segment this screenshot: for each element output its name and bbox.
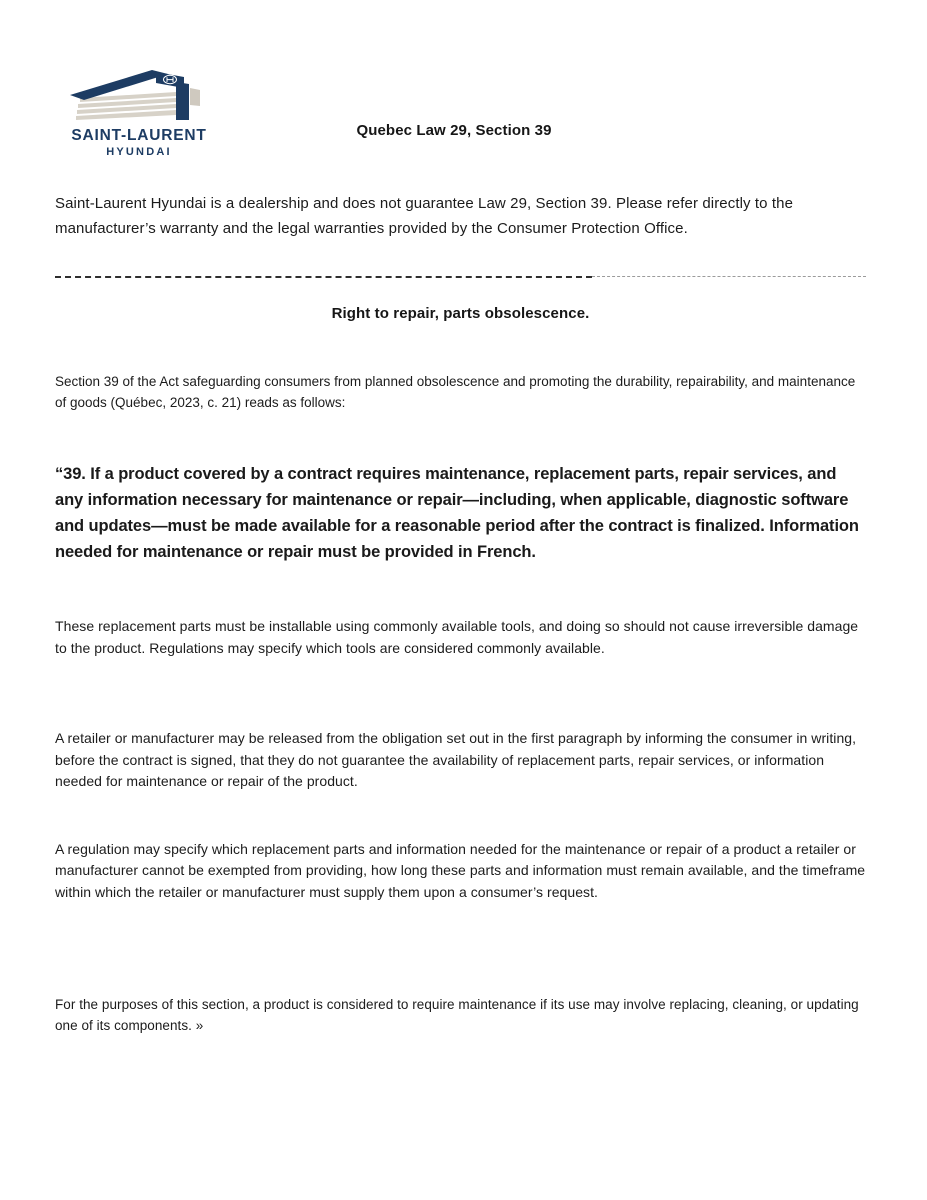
law-quote-paragraph-3: A retailer or manufacturer may be released from the obligation set out in the first paragraph by informing the consumer in writing, before the contract is signed, that they do not guarantee the availability of replacement parts, repair services, or information needed for maintenance or repair of the product. (55, 730, 857, 789)
law-quote-lead-paragraph: “39. If a product covered by a contract requires maintenance, replacement parts, repair services, and any information necessary for maintenance or repair—including, when applicable, diagnostic software and updates—must be made available for a reasonable period after the contract is finalized. Information needed for maintenance or repair must be provided in French. (55, 465, 859, 561)
document-body (55, 191, 866, 1036)
act-preamble-paragraph: Section 39 of the Act safeguarding consumers from planned obsolescence and promoting the durability, repairability, and maintenance of goods (Québec, 2023, c. 21) reads as follows: (55, 374, 856, 410)
dealership-logo (63, 64, 215, 158)
brand-subname: HYUNDAI (106, 146, 172, 158)
law-quote-paragraph-2: These replacement parts must be installable using commonly available tools, and doing so should not cause irreversible damage to the product. Regulations may specify which tools are considered commonly available. (55, 618, 859, 656)
document-title: Quebec Law 29, Section 39 (356, 122, 552, 139)
dashed-divider-bold-segment (55, 276, 592, 278)
brand-name: SAINT-LAURENT (71, 127, 207, 144)
dealership-building-icon (64, 64, 214, 126)
dashed-divider-light-segment (592, 276, 866, 277)
law-quote-paragraph-4: A regulation may specify which replacement parts and information needed for the maintenance or repair of a product a retailer or manufacturer cannot be exempted from providing, how long these parts and information must remain available, and the timeframe within which the retailer or manufacturer must supply them upon a consumer’s request. (55, 840, 866, 900)
law-quote-closing-paragraph: For the purposes of this section, a product is considered to require maintenance if its use may involve replacing, cleaning, or updating one of its components. » (55, 997, 859, 1033)
section-heading: Right to repair, parts obsolescence. (331, 305, 590, 322)
disclaimer-paragraph: Saint-Laurent Hyundai is a dealership and does not guarantee Law 29, Section 39. Please refer directly to the manufacturer’s warranty and the legal warranties provided by the Consumer Protection Office. (55, 195, 794, 237)
dashed-divider (55, 275, 866, 278)
